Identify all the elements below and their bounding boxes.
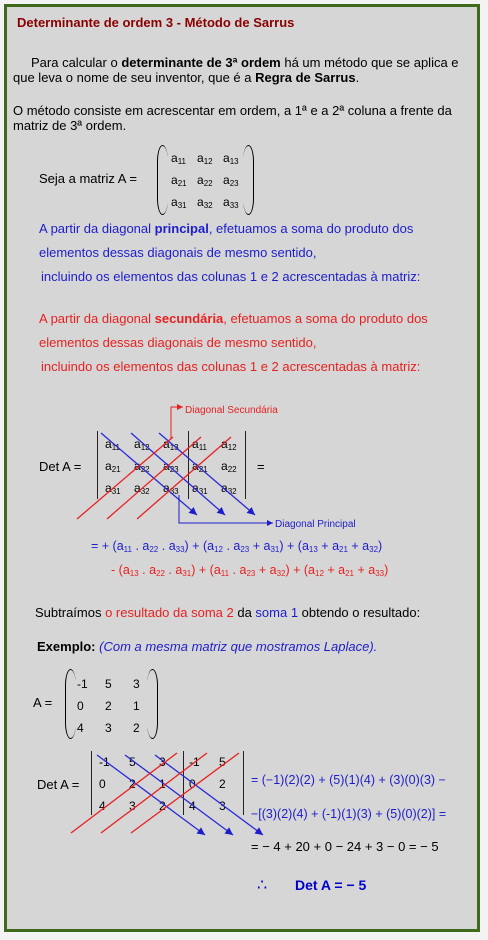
method-paragraph: O método consiste em acrescentar em ordem, a 1ª e a 2ª coluna a frente da matriz de 3ª ordem. [13, 103, 452, 133]
example-cell: 2 [133, 721, 140, 735]
page-title: Determinante de ordem 3 - Método de Sarrus [17, 15, 295, 30]
matrix-cell: $a_{11}$ [171, 151, 186, 166]
example-sarrus-cell: 5 [219, 755, 226, 769]
matrix-cell: $a_{12}$ [197, 151, 213, 166]
principal-line-2: elementos dessas diagonais de mesmo sentido, [39, 245, 317, 260]
subtract-blue: soma 1 [255, 605, 299, 620]
example-sarrus-cell: 4 [99, 799, 106, 813]
example-sarrus-cell: 2 [129, 777, 136, 791]
example-sarrus-cell: 2 [159, 799, 166, 813]
sarrus-cell: $a_{22}$ [134, 459, 150, 474]
intro-rule-name: Regra de Sarrus [255, 70, 356, 85]
secondary-diagonal-lines [77, 437, 231, 519]
sarrus-cell: $a_{13}$ [163, 437, 179, 452]
det-label: Det A = [39, 459, 82, 474]
matrix-cell: $a_{32}$ [197, 195, 213, 210]
example-sarrus-cell: 5 [129, 755, 136, 769]
diagonal-arrows [7, 7, 477, 929]
subtract-a: Subtraímos [35, 605, 106, 620]
intro-bold-term: determinante de 3ª ordem [121, 55, 281, 70]
example-calc-line-1: = (−1)(2)(2) + (5)(1)(4) + (3)(0)(3) − [251, 773, 446, 787]
matrix-cell: $a_{31}$ [171, 195, 187, 210]
secondary-text-a: A partir da diagonal [39, 311, 155, 326]
example-label: Exemplo: [37, 639, 96, 654]
principal-bold: principal [154, 221, 209, 236]
sarrus-cell: $a_{33}$ [163, 481, 179, 496]
example-cell: 3 [133, 677, 140, 691]
example-cell: 2 [105, 699, 112, 713]
det-equals: = [257, 459, 265, 474]
example-det-label: Det A = [37, 777, 80, 792]
subtract-red: o resultado da soma 2 [105, 605, 234, 620]
principal-label-arrow [179, 495, 273, 523]
sarrus-cell: $a_{31}$ [192, 481, 208, 496]
example-cell: 4 [77, 721, 84, 735]
example-sarrus-cell: -1 [189, 755, 200, 769]
therefore-symbol: ∴ [257, 877, 268, 894]
sarrus-cell: $a_{22}$ [221, 459, 237, 474]
matrix-cell: $a_{21}$ [171, 173, 187, 188]
example-sarrus-cell: 3 [159, 755, 166, 769]
subtract-end: obtendo o resultado: [298, 605, 421, 620]
sarrus-cell: $a_{21}$ [192, 459, 208, 474]
sarrus-cell: $a_{32}$ [134, 481, 150, 496]
final-result: Det A = − 5 [295, 877, 367, 893]
content-panel [4, 4, 480, 932]
formula-line-1: = + ($a_{11}$ . $a_{22}$ . $a_{33}) + (a_{12}$ . $a_{23} + a_{31}) + (a_{13} + a_{21} + a_{32})$ [91, 539, 383, 554]
principal-text-b: , efetuamos a soma do produto dos [208, 221, 414, 236]
example-cell: 5 [105, 677, 112, 691]
secondary-line-2: elementos dessas diagonais de mesmo sentido, [39, 335, 317, 350]
example-sarrus-cell: 0 [99, 777, 106, 791]
sarrus-cell: $a_{21}$ [105, 459, 121, 474]
example-sarrus-cell: 3 [129, 799, 136, 813]
secondary-label-arrow [171, 407, 183, 439]
example-cell: 1 [133, 699, 140, 713]
example-calc-line-2: −[(3)(2)(4) + (-1)(1)(3) + (5)(0)(2)] = [251, 807, 447, 821]
sarrus-cell: $a_{32}$ [221, 481, 237, 496]
secondary-text-b: , efetuamos a soma do produto dos [223, 311, 428, 326]
example-matrix-label: A = [33, 695, 53, 710]
sarrus-cell: $a_{23}$ [163, 459, 179, 474]
example-sarrus-cell: 0 [189, 777, 196, 791]
example-sarrus-cell: 4 [189, 799, 196, 813]
matrix-cell: $a_{23}$ [223, 173, 239, 188]
formula-line-2: - ($a_{13}$ . $a_{22}$ . $a_{31}) + (a_{11}$ . $a_{23} + a_{32}) + (a_{12} + a_{21} + a_{33})$ [111, 563, 389, 578]
example-calc-line-3: = − 4 + 20 + 0 − 24 + 3 − 0 = − 5 [251, 839, 439, 854]
sarrus-cell: $a_{11}$ [192, 437, 207, 452]
example-cell: 3 [105, 721, 112, 735]
intro-text: Para calcular o [31, 55, 122, 70]
secondary-line-3: incluindo os elementos das colunas 1 e 2 acrescentadas à matriz: [41, 359, 421, 374]
principal-diagonal-label: Diagonal Principal [275, 519, 356, 530]
principal-diagonal-lines [101, 433, 255, 515]
principal-line-3: incluindo os elementos das colunas 1 e 2 acrescentadas à matriz: [41, 269, 421, 284]
example-cell: -1 [77, 677, 88, 691]
sarrus-cell: $a_{12}$ [134, 437, 150, 452]
example-sarrus-cell: 2 [219, 777, 226, 791]
example-sarrus-cell: -1 [99, 755, 110, 769]
matrix-cell: $a_{33}$ [223, 195, 239, 210]
matrix-cell: $a_{22}$ [197, 173, 213, 188]
matrix-def-label: Seja a matriz A = [39, 171, 137, 186]
principal-text-a: A partir da diagonal [39, 221, 155, 236]
sarrus-cell: $a_{31}$ [105, 481, 121, 496]
example-note: (Com a mesma matriz que mostramos Laplace). [99, 639, 378, 654]
secondary-bold: secundária [154, 311, 224, 326]
example-sarrus-cell: 3 [219, 799, 226, 813]
intro-end: . [355, 70, 360, 85]
secondary-diagonal-label: Diagonal Secundária [185, 405, 278, 416]
intro-text-2: há um método que se aplica e que leva o nome de seu inventor, que é a [13, 55, 459, 85]
example-cell: 0 [77, 699, 84, 713]
matrix-cell: $a_{13}$ [223, 151, 239, 166]
subtract-mid: da [233, 605, 256, 620]
sarrus-cell: $a_{12}$ [221, 437, 237, 452]
example-sarrus-cell: 1 [159, 777, 166, 791]
sarrus-cell: $a_{11}$ [105, 437, 120, 452]
